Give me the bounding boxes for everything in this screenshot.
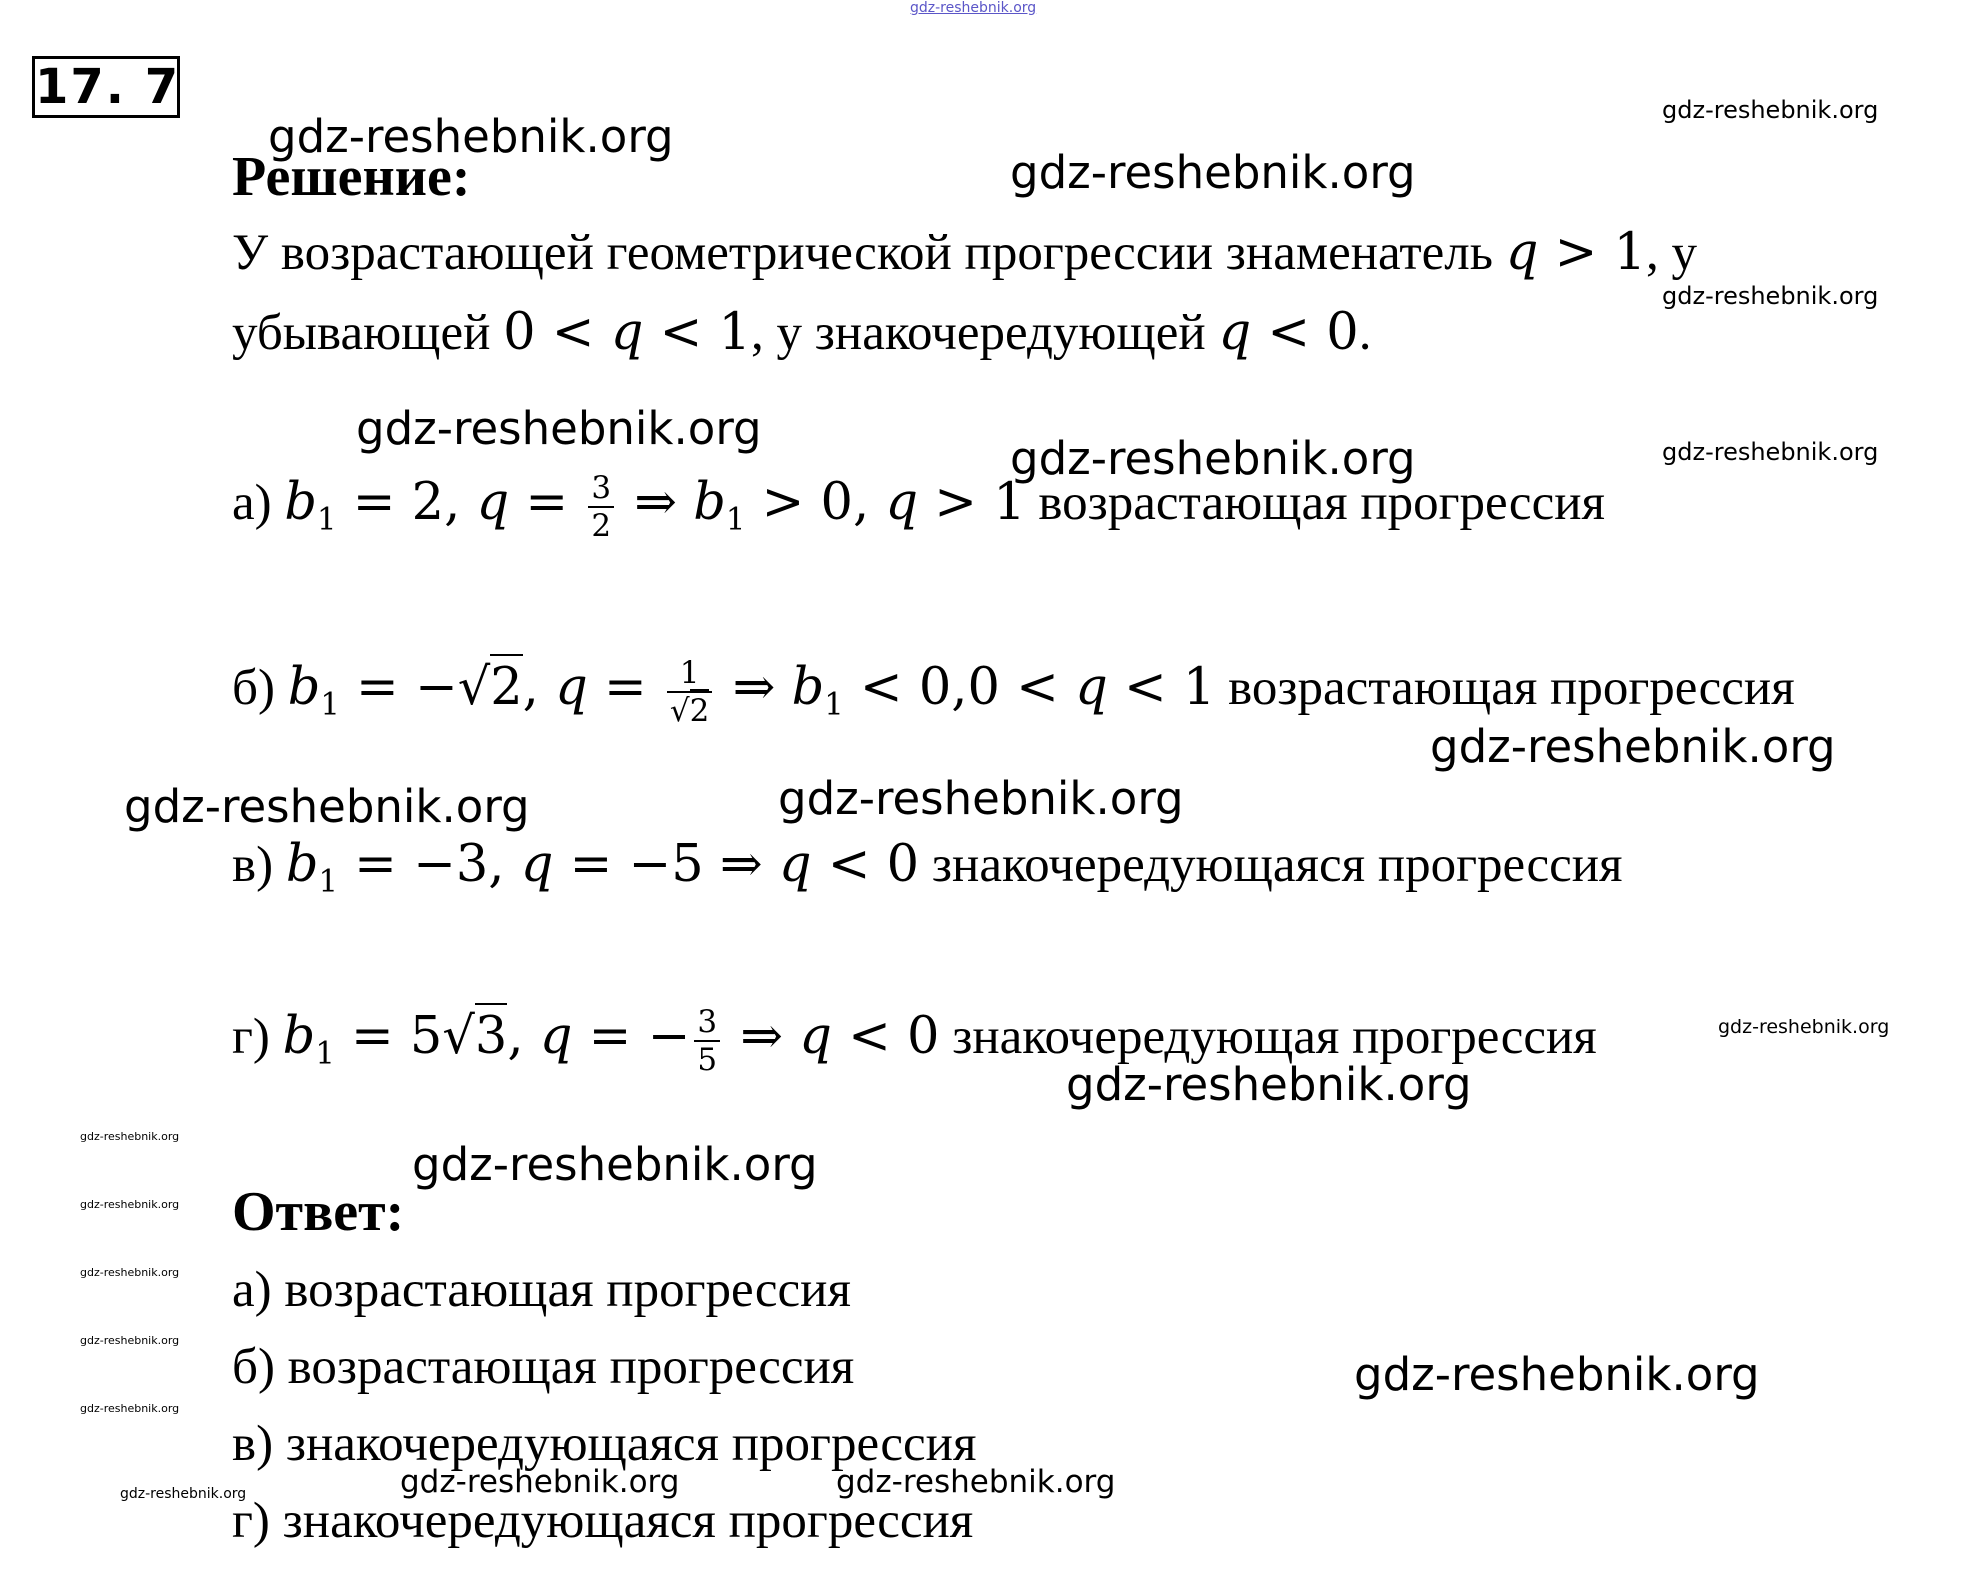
item-d-sub: 1: [315, 1036, 335, 1072]
watermark-text: gdz-reshebnik.org: [1066, 1058, 1472, 1111]
intro-period: .: [1358, 305, 1372, 361]
item-b-q2: q: [1075, 658, 1108, 717]
intro-lt-0: < 0: [1251, 303, 1359, 362]
watermark-text: gdz-reshebnik.org: [1010, 432, 1416, 485]
item-b-b: b: [287, 658, 321, 717]
intro-line-2-text: убывающей: [232, 305, 491, 361]
intro-line-2: [232, 293, 1371, 373]
item-d-conclusion: знакочередующая прогрессия: [939, 1009, 1597, 1065]
intro-q-2: q: [610, 303, 644, 362]
answer-line-b: б) возрастающая прогрессия: [232, 1339, 855, 1395]
item-b-b2: b: [791, 658, 825, 717]
item-b: [232, 648, 1795, 729]
watermark-text: gdz-reshebnik.org: [80, 1334, 180, 1347]
item-c-arrow: ⇒: [703, 835, 779, 894]
answer-heading: Ответ:: [232, 1181, 405, 1243]
item-b-sub2: 1: [824, 687, 844, 723]
item-b-radicand: 2: [490, 654, 522, 717]
answer-line-c: в) знакочередующаяся прогрессия: [232, 1416, 977, 1472]
item-b-eq1b: ,: [522, 658, 556, 717]
item-a-q2: q: [885, 473, 919, 532]
item-a-arrow: ⇒: [618, 473, 694, 532]
answer-line-a: а) возрастающая прогрессия: [232, 1262, 851, 1318]
item-b-label: б): [232, 660, 275, 716]
intro-line-2-text-2: , у знакочередующей: [751, 305, 1206, 361]
watermark-text: gdz-reshebnik.org: [1662, 438, 1879, 466]
item-b-frac-den: [667, 693, 713, 729]
item-d-eq1: = 5: [334, 1007, 443, 1066]
item-d-eq2: = −: [572, 1007, 691, 1066]
watermark-text: gdz-reshebnik.org: [1010, 146, 1416, 199]
intro-line-1-text: У возрастающей геометрической прогрессии знаменатель: [232, 225, 1494, 281]
item-a-q: q: [476, 473, 510, 532]
item-d-cond: < 0: [831, 1007, 940, 1066]
item-a-b: b: [284, 473, 318, 532]
item-a-b2: b: [693, 473, 726, 532]
item-d-fraction: [694, 1004, 720, 1078]
watermark-text: gdz-reshebnik.org: [1662, 96, 1879, 124]
item-d-sqrt: [442, 997, 507, 1077]
watermark-text: gdz-reshebnik.org: [1662, 282, 1879, 310]
watermark-text: gdz-reshebnik.org: [80, 1130, 180, 1143]
item-a-cond2: > 1: [918, 473, 1026, 532]
watermark-text: gdz-reshebnik.org: [80, 1198, 180, 1211]
item-b-cond2: < 1: [1107, 658, 1216, 717]
item-a-cond1: > 0,: [745, 473, 886, 532]
item-b-eq2: =: [587, 658, 663, 717]
item-c-q2: q: [778, 835, 812, 894]
item-d-sqrt-sign: √: [442, 1007, 475, 1066]
intro-q: q: [1505, 223, 1539, 282]
item-a-eq2: =: [509, 473, 585, 532]
watermark-text: gdz-reshebnik.org: [356, 402, 762, 455]
item-d-b: b: [282, 1007, 316, 1066]
item-a-label: а): [232, 475, 272, 531]
item-a-sub: 1: [317, 502, 337, 538]
item-c-eq1: = −3,: [337, 835, 521, 894]
answer-line-d: г) знакочередующаяся прогрессия: [232, 1493, 974, 1549]
watermark-text: gdz-reshebnik.org: [120, 1486, 247, 1502]
item-d-eq1b: ,: [507, 1007, 540, 1066]
watermark-text: gdz-reshebnik.org: [778, 772, 1184, 825]
item-c-b: b: [285, 835, 319, 894]
item-b-arrow: ⇒: [716, 658, 792, 717]
watermark-text: gdz-reshebnik.org: [80, 1266, 180, 1279]
item-b-frac-den-sign: √: [669, 693, 690, 730]
item-c-conclusion: знакочередующаяся прогрессия: [919, 837, 1623, 893]
watermark-text: gdz-reshebnik.org: [268, 110, 674, 163]
intro-comma-u: , у: [1646, 225, 1698, 281]
watermark-text: gdz-reshebnik.org: [400, 1464, 680, 1500]
item-a-frac-den: 2: [591, 508, 612, 545]
item-d-arrow: ⇒: [724, 1007, 800, 1066]
item-b-sub: 1: [320, 687, 340, 723]
problem-number-box: 17. 7: [32, 56, 180, 118]
item-c-q: q: [520, 835, 554, 894]
item-d-frac-den: 5: [697, 1042, 718, 1079]
watermark-text: gdz-reshebnik.org: [836, 1464, 1116, 1500]
item-a-eq1: = 2,: [336, 473, 477, 532]
item-c-sub: 1: [318, 864, 338, 900]
item-d-label: г): [232, 1009, 270, 1065]
item-b-cond1: < 0,0 <: [843, 658, 1076, 717]
item-b-frac-num: 1: [667, 655, 713, 693]
watermark-text: gdz-reshebnik.org: [1354, 1348, 1760, 1401]
item-a-sub2: 1: [725, 502, 746, 538]
intro-gt-1: > 1: [1538, 223, 1647, 282]
item-c-eq2: = −5: [553, 835, 704, 894]
item-b-sqrt-sign: √: [457, 658, 491, 717]
watermark-text: gdz-reshebnik.org: [412, 1138, 818, 1191]
item-a-fraction: [588, 470, 614, 544]
item-b-q: q: [555, 658, 588, 717]
item-d-frac-num: 3: [694, 1004, 720, 1042]
item-a-conclusion: возрастающая прогрессия: [1025, 475, 1605, 531]
watermark-text: gdz-reshebnik.org: [80, 1402, 180, 1415]
item-b-fraction: [667, 655, 713, 729]
item-d-radicand: 3: [475, 1003, 507, 1066]
watermark-top-link[interactable]: gdz-reshebnik.org: [910, 0, 1037, 16]
item-a-frac-num: 3: [588, 470, 614, 508]
intro-line-1: [232, 213, 1697, 293]
item-b-sqrt: [458, 648, 523, 728]
watermark-text: gdz-reshebnik.org: [1430, 720, 1836, 773]
item-c: [232, 825, 1622, 905]
watermark-text: gdz-reshebnik.org: [1718, 1016, 1890, 1038]
solution-heading: Решение:: [232, 146, 471, 208]
item-d-q2: q: [799, 1007, 832, 1066]
item-b-frac-den-radicand: 2: [690, 689, 710, 729]
item-b-conclusion: возрастающая прогрессия: [1215, 660, 1795, 716]
item-b-eq1: = −: [339, 658, 458, 717]
intro-lt-1: < 1: [643, 303, 752, 362]
intro-zero-lt: 0 <: [503, 303, 611, 362]
intro-q-3: q: [1218, 303, 1252, 362]
item-c-cond: < 0: [811, 835, 920, 894]
item-c-label: в): [232, 837, 274, 893]
watermark-text: gdz-reshebnik.org: [124, 780, 530, 833]
item-d-q: q: [539, 1007, 573, 1066]
